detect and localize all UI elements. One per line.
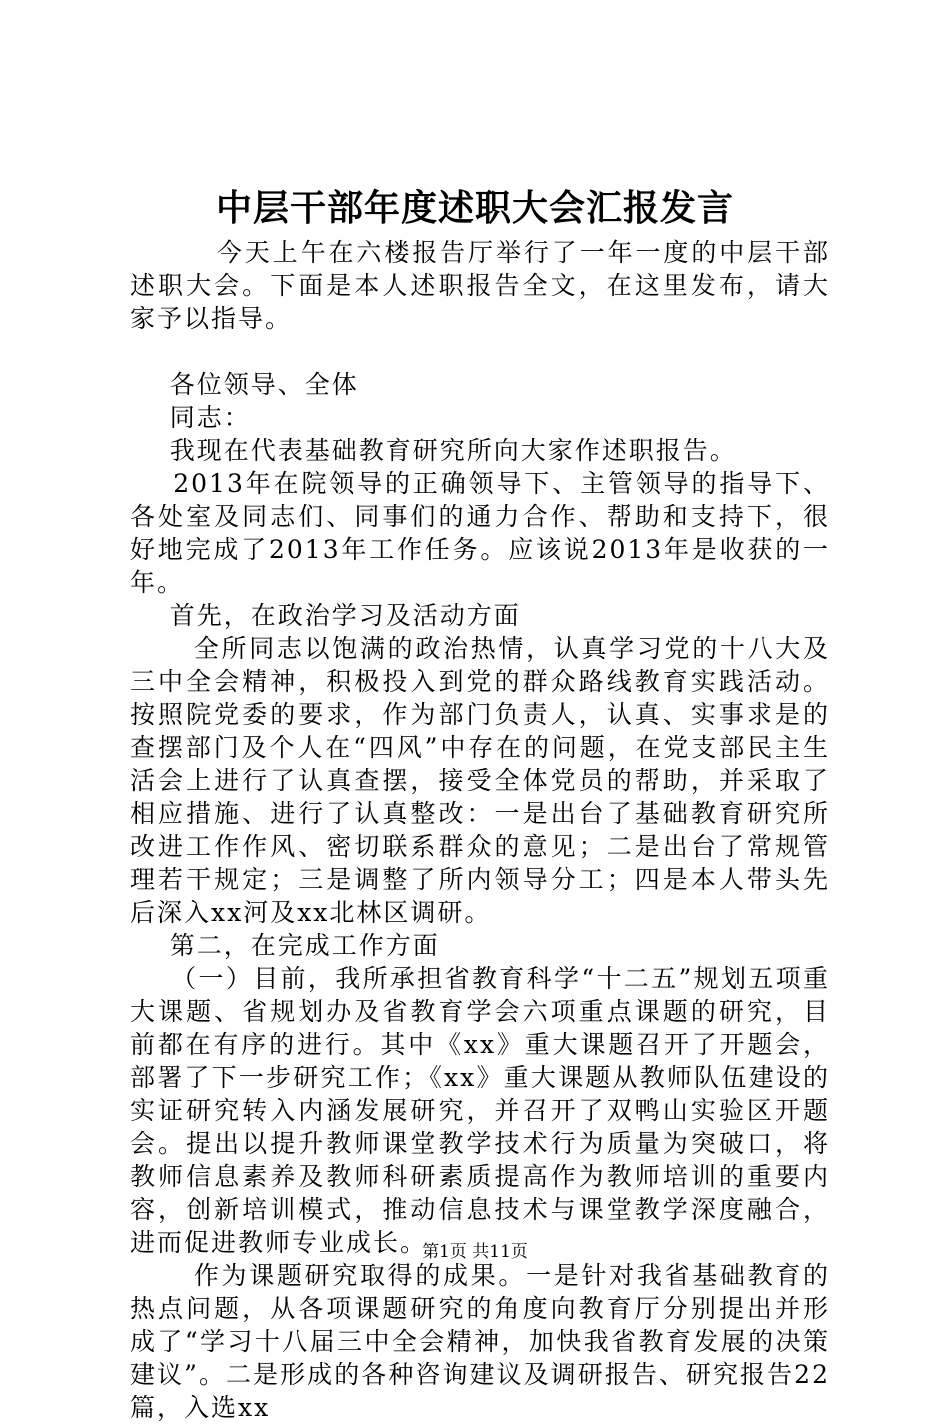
intro-paragraph: 今天上午在六楼报告厅举行了一年一度的中层干部述职大会。下面是本人述职报告全文，在这里发布，请大家予以指导。 <box>130 238 830 333</box>
salutation-line: 同志： <box>130 403 251 432</box>
body-paragraph: （一）目前，我所承担省教育科学“十二五”规划五项重大课题、省规划办及省教育学会六项重点课题的研究，目前都在有序的进行。其中《xx》重大课题召开了开题会，部署了下一步研究工作；《xx》重大课题从教师队伍建设的实证研究转入内涵发展研究，并召开了双鸭山实验区开题会。提出以提升教师课堂教学技术行为质量为突破口，将教师信息素养及教师科研素质提高作为教师培训的重要内容，创新培训模式，推动信息技术与课堂教学深度融合，进而促进教师专业成长。 <box>130 964 830 1257</box>
body-paragraph: 2013年在院领导的正确领导下、主管领导的指导下、各处室及同志们、同事们的通力合作、帮助和支持下，很好地完成了2013年工作任务。应该说2013年是收获的一年。 <box>130 469 831 597</box>
paragraph-spacer <box>130 335 830 368</box>
salutation-line: 各位领导、全体 <box>130 370 359 399</box>
body-paragraph: 全所同志以饱满的政治热情，认真学习党的十八大及三中全会精神，积极投入到党的群众路线教育实践活动。按照院党委的要求，作为部门负责人，认真、实事求是的查摆部门及个人在“四风”中存在的问题，在党支部民主生活会上进行了认真查摆，接受全体党员的帮助，并采取了相应措施、进行了认真整改：一是出台了基础教育研究所改进工作作风、密切联系群众的意见；二是出台了常规管理若干规定；三是调整了所内领导分工；四是本人带头先后深入xx河及xx北林区调研。 <box>130 634 830 927</box>
body-paragraph: 作为课题研究取得的成果。一是针对我省基础教育的热点问题，从各项课题研究的角度向教育厅分别提出并形成了“学习十八届三中全会精神，加快我省教育发展的决策建议”。二是形成的各种咨询建议及调研报告、研究报告22篇，入选xx <box>130 1261 830 1422</box>
document-title: 中层干部年度述职大会汇报发言 <box>215 187 734 229</box>
section-heading: 第二，在完成工作方面 <box>130 931 440 960</box>
body-paragraph: 我现在代表基础教育研究所向大家作述职报告。 <box>130 436 737 465</box>
section-heading: 首先，在政治学习及活动方面 <box>130 601 521 630</box>
page-footer: 第1页 共11页 <box>422 1242 528 1262</box>
